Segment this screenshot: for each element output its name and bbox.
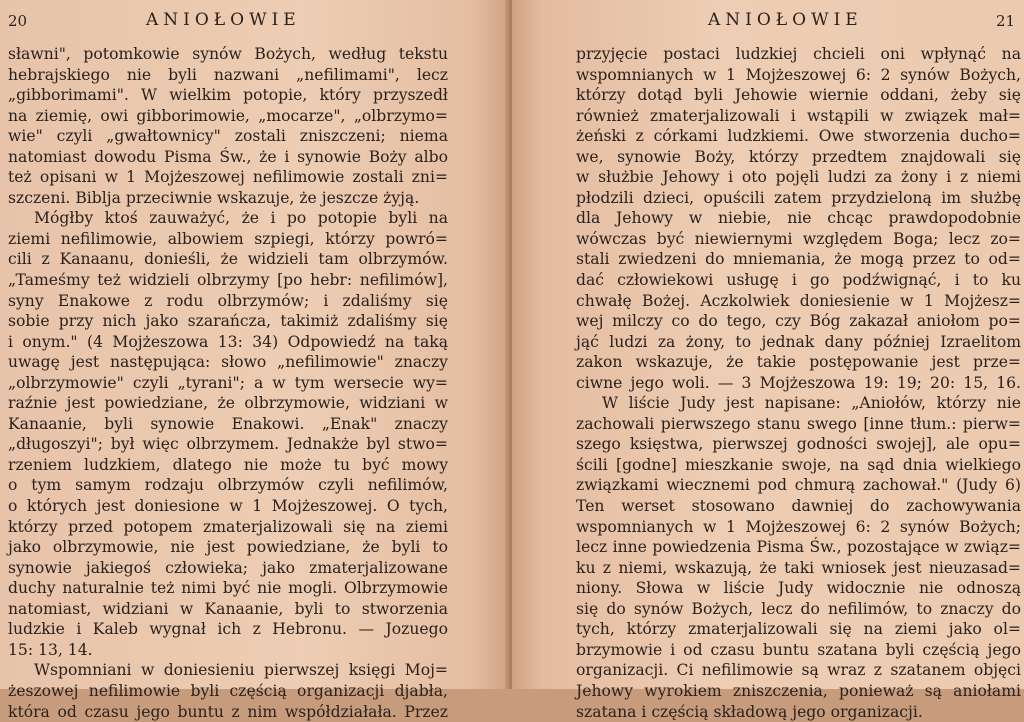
- text-line: wej milczy co do tego, czy Bóg zakazał aniołom po=: [576, 311, 1021, 332]
- text-line: zakon wskazuje, że takie postępowanie jest prze=: [576, 352, 1021, 373]
- page-body-text: [8, 44, 448, 722]
- text-line: dla Jehowy w niebie, nie chcąc prawdopodobnie: [576, 208, 1021, 229]
- text-line: szczeni. Biblja przeciwnie wskazuje, że jeszcze żyją.: [8, 188, 448, 209]
- running-head: ANIOŁOWIE: [708, 10, 863, 30]
- text-line: natomiast, widziani w Kanaanie, byli to stworzenia: [8, 599, 448, 620]
- text-line: syny Enakowe z rodu olbrzymów; i zdaliśmy się: [8, 291, 448, 312]
- text-line: o których jest doniesione w 1 Mojżeszowej. O tych,: [8, 496, 448, 517]
- text-line: natomiast dowodu Pisma Św., że i synowie Boży albo: [8, 147, 448, 168]
- text-line: 15: 13, 14.: [8, 640, 448, 661]
- text-line: na ziemię, owi gibborimowie, „mocarze", „olbrzymo=: [8, 106, 448, 127]
- text-line: we, synowie Boży, którzy przedtem znajdowali się: [576, 147, 1021, 168]
- text-line: przyjęcie postaci ludzkiej chcieli oni wpłynąć na: [576, 44, 1021, 65]
- text-line: uwagę jest następująca: słowo „nefilimowie" znaczy: [8, 352, 448, 373]
- text-line: również zmaterjalizowali i wstąpili w związek mał=: [576, 106, 1021, 127]
- text-line: lecz inne powiedzenia Pisma Św., pozostające w związ=: [576, 537, 1021, 558]
- text-line: żeszowej nefilimowie byli częścią organizacji djabła,: [8, 681, 448, 702]
- text-line: zachowali pierwszego stanu swego [inne tłum.: pierw=: [576, 414, 1021, 435]
- text-line: związkami wiecznemi pod chmurą zachował." (Judy 6): [576, 475, 1021, 496]
- page-body-text: [576, 44, 1021, 722]
- text-line: W liście Judy jest napisane: „Aniołów, którzy nie: [576, 393, 1021, 414]
- text-line: sobie przy nich jako szarańcza, takimiż zdaliśmy się: [8, 311, 448, 332]
- text-line: szatana i częścią składową jego organizacji.: [576, 702, 1021, 722]
- text-line: żeński z córkami ludzkiemi. Owe stworzenia ducho=: [576, 126, 1021, 147]
- text-line: stali zwiedzeni do mniemania, że mogą przez to od=: [576, 249, 1021, 270]
- text-line: którzy dotąd byli Jehowie wiernie oddani, żeby się: [576, 85, 1021, 106]
- text-line: cili z Kanaanu, donieśli, że widzieli tam olbrzymów.: [8, 249, 448, 270]
- text-line: jako olbrzymowie, nie jest powiedziane, że byli to: [8, 537, 448, 558]
- text-line: „Tameśmy też widzieli olbrzymy [po hebr: nefilimów],: [8, 270, 448, 291]
- text-line: organizacji. Ci nefilimowie są wraz z szatanem objęci: [576, 660, 1021, 681]
- text-line: Wspomniani w doniesieniu pierwszej księgi Moj=: [8, 660, 448, 681]
- text-line: Mógłby ktoś zauważyć, że i po potopie byli na: [8, 208, 448, 229]
- text-line: niony. Słowa w liście Judy widocznie nie odnoszą: [576, 578, 1021, 599]
- text-line: ludzkie i Kaleb wygnał ich z Hebronu. — Jozuego: [8, 619, 448, 640]
- running-head: ANIOŁOWIE: [146, 10, 301, 30]
- text-line: i onym." (4 Mojżeszowa 13: 34) Odpowiedź na taką: [8, 332, 448, 353]
- text-line: o tym samym rodzaju olbrzymów czyli nefilimów,: [8, 475, 448, 496]
- text-line: wówczas być niewiernymi względem Boga; lecz zo=: [576, 229, 1021, 250]
- text-line: Ten werset stosowano dawniej do zachowywania: [576, 496, 1021, 517]
- text-line: tych, którzy zmaterjalizowali się na ziemi jako ol=: [576, 619, 1021, 640]
- page-number: 20: [8, 12, 27, 30]
- text-line: wspomnianych w 1 Mojżeszowej 6: 2 synów Bożych,: [576, 65, 1021, 86]
- text-line: „długoszyi"; był więc olbrzymem. Jednakże byl stwo=: [8, 434, 448, 455]
- text-line: płodzili dzieci, opuścili zatem przydzieloną im służbę: [576, 188, 1021, 209]
- text-line: sławni", potomkowie synów Bożych, według tekstu: [8, 44, 448, 65]
- left-page: [0, 0, 510, 689]
- text-line: też opisani w 1 Mojżeszowej nefilimowie zostali zni=: [8, 167, 448, 188]
- page-number: 21: [996, 12, 1015, 30]
- text-line: hebrajskiego nie byli nazwani „nefilimami", lecz: [8, 65, 448, 86]
- text-line: wie" czyli „gwałtownicy" zostali zniszczeni; niema: [8, 126, 448, 147]
- text-line: w służbie Jehowy i oto pojęli ludzi za żony i z niemi: [576, 167, 1021, 188]
- text-line: ku z niemi, wskazują, że taki wniosek jest nieuzasad=: [576, 558, 1021, 579]
- text-line: Jehowy wyrokiem zniszczenia, ponieważ są aniołami: [576, 681, 1021, 702]
- text-line: jąć ludzi za żony, to jednak dany później Izraelitom: [576, 332, 1021, 353]
- text-line: się do synów Bożych, lecz do nefilimów, to znaczy do: [576, 599, 1021, 620]
- text-line: którzy przed potopem zmaterjalizowali się na ziemi: [8, 517, 448, 538]
- text-line: duchy naturalnie też nimi być nie mogli. Olbrzymowie: [8, 578, 448, 599]
- text-line: która od czasu jego buntu z nim współdziałała. Przez: [8, 702, 448, 722]
- text-line: rzeniem ludzkiem, dlatego nie może tu być mowy: [8, 455, 448, 476]
- text-line: brzymowie i od czasu buntu szatana byli częścią jego: [576, 640, 1021, 661]
- text-line: raźnie jest powiedziane, że olbrzymowie, widziani w: [8, 393, 448, 414]
- text-line: ziemi nefilimowie, albowiem szpiegi, którzy powró=: [8, 229, 448, 250]
- text-line: dać człowiekowi usługę i go podźwignąć, i to ku: [576, 270, 1021, 291]
- text-line: Kanaanie, byli synowie Enakowi. „Enak" znaczy: [8, 414, 448, 435]
- text-line: „gibborimami". W wielkim potopie, który przyszedł: [8, 85, 448, 106]
- text-line: „olbrzymowie" czyli „tyrani"; a w tym wersecie wy=: [8, 373, 448, 394]
- text-line: wspomnianych w 1 Mojżeszowej 6: 2 synów Bożych;: [576, 517, 1021, 538]
- text-line: synowie jakiegoś człowieka; jako zmaterjalizowane: [8, 558, 448, 579]
- text-line: chwałę Bożej. Aczkolwiek doniesienie w 1 Mojżesz=: [576, 291, 1021, 312]
- text-line: ścili [godne] mieszkanie swoje, na sąd dnia wielkiego: [576, 455, 1021, 476]
- text-line: ciwne jego woli. — 3 Mojżeszowa 19: 19; 20: 15, 16.: [576, 373, 1021, 394]
- right-page: [512, 0, 1024, 689]
- text-line: szego księstwa, pierwszej godności swojej], ale opu=: [576, 434, 1021, 455]
